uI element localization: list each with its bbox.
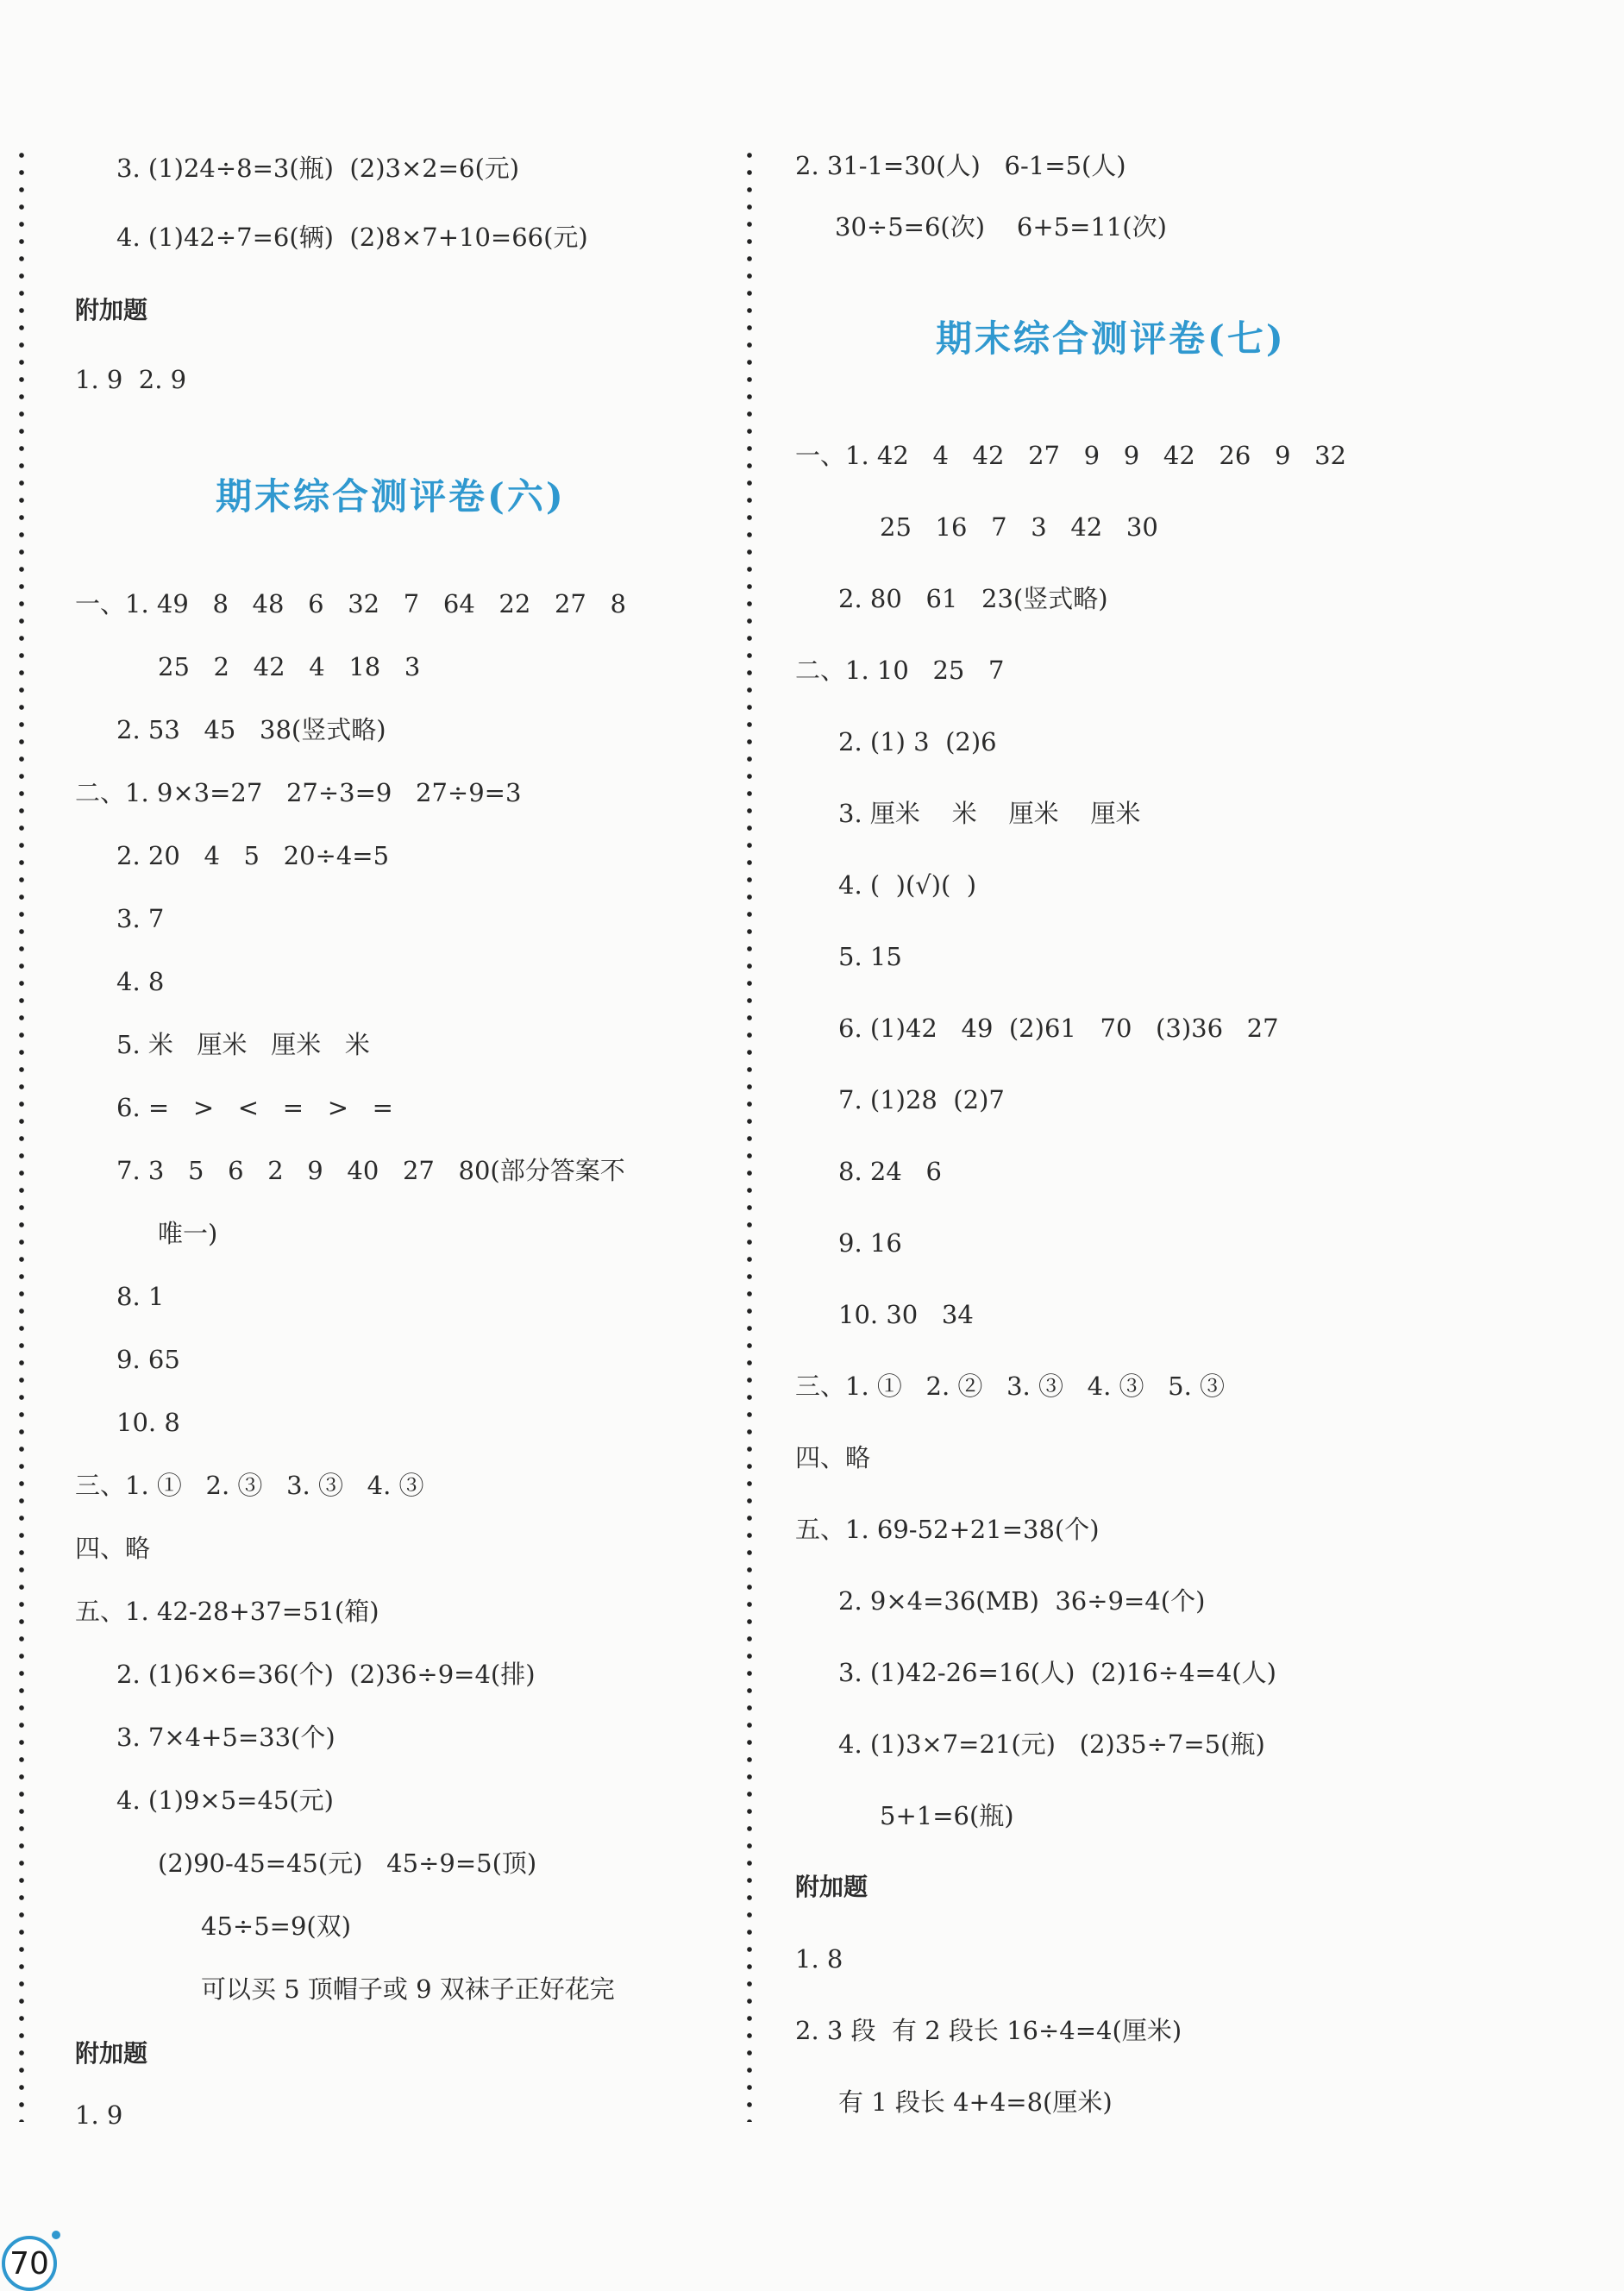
answer-line: 2. 9×4=36(MB) 36÷9=4(个): [838, 1586, 1206, 1616]
answer-line: 30÷5=6(次) 6+5=11(次): [835, 212, 1167, 242]
binding-dots-middle: [747, 147, 752, 2122]
answer-line: 3. (1)24÷8=3(瓶) (2)3×2=6(元): [116, 154, 520, 183]
answer-line: 5+1=6(瓶): [880, 1801, 1014, 1830]
answer-line: 3. 7: [116, 904, 165, 933]
answer-line: 2. (1) 3 (2)6: [838, 727, 997, 756]
answer-line: 3. 厘米 米 厘米 厘米: [838, 799, 1141, 828]
answer-line: 二、1. 9×3=27 27÷3=9 27÷9=3: [75, 778, 522, 807]
answer-line: 8. 1: [116, 1282, 165, 1311]
answer-line: 5. 15: [838, 942, 902, 971]
answer-line: 三、1. ① 2. ③ 3. ③ 4. ③: [75, 1471, 424, 1500]
answer-line: 一、1. 42 4 42 27 9 9 42 26 9 32: [795, 441, 1346, 470]
answer-line: 二、1. 10 25 7: [795, 656, 1005, 685]
answer-line: 2. 80 61 23(竖式略): [838, 584, 1108, 613]
section-heading: 附加题: [75, 296, 148, 324]
answer-line: 25 2 42 4 18 3: [158, 652, 421, 681]
answer-line: 2. 53 45 38(竖式略): [116, 715, 386, 744]
answer-line: 4. 8: [116, 967, 165, 996]
answer-line: 10. 30 34: [838, 1300, 974, 1329]
answer-line: 2. 3 段 有 2 段长 16÷4=4(厘米): [795, 2016, 1182, 2045]
answer-line: 1. 8: [795, 1944, 843, 1974]
answer-line: 25 16 7 3 42 30: [880, 512, 1158, 542]
answer-line: 4. ( )(√)( ): [838, 870, 977, 900]
answer-line: 10. 8: [116, 1408, 180, 1437]
answer-line: 9. 65: [116, 1345, 180, 1374]
answer-line: 7. (1)28 (2)7: [838, 1085, 1005, 1114]
exam-title: 期末综合测评卷(七): [936, 317, 1286, 360]
binding-dots-left: [19, 147, 24, 2122]
section-heading: 附加题: [795, 1873, 868, 1901]
answer-line: 2. 31-1=30(人) 6-1=5(人): [795, 151, 1126, 180]
page-number: 70: [2, 2236, 57, 2291]
answer-line: 45÷5=9(双): [201, 1911, 352, 1941]
answer-line: 6. = > < = > =: [116, 1093, 393, 1122]
answer-line: 1. 9: [75, 2100, 123, 2130]
answer-line: 1. 9 2. 9: [75, 365, 187, 394]
section-heading: 附加题: [75, 2039, 148, 2068]
answer-line: 五、1. 69-52+21=38(个): [795, 1515, 1100, 1544]
answer-line: 9. 16: [838, 1228, 902, 1258]
answer-line: 4. (1)42÷7=6(辆) (2)8×7+10=66(元): [116, 223, 588, 252]
answer-line: 7. 3 5 6 2 9 40 27 80(部分答案不: [116, 1156, 625, 1185]
answer-line: 五、1. 42-28+37=51(箱): [75, 1597, 379, 1626]
answer-line: 5. 米 厘米 厘米 米: [116, 1030, 370, 1059]
answer-line: 8. 24 6: [838, 1157, 942, 1186]
answer-line: 6. (1)42 49 (2)61 70 (3)36 27: [838, 1014, 1279, 1043]
answer-line: 4. (1)3×7=21(元) (2)35÷7=5(瓶): [838, 1729, 1265, 1759]
answer-line: 3. (1)42-26=16(人) (2)16÷4=4(人): [838, 1658, 1276, 1687]
exam-title: 期末综合测评卷(六): [216, 475, 566, 518]
answer-line: 四、略: [795, 1443, 871, 1472]
answer-line: 2. 20 4 5 20÷4=5: [116, 841, 390, 870]
answer-line: 有 1 段长 4+4=8(厘米): [838, 2087, 1113, 2117]
answer-line: 2. (1)6×6=36(个) (2)36÷9=4(排): [116, 1660, 536, 1689]
answer-line: 一、1. 49 8 48 6 32 7 64 22 27 8: [75, 589, 626, 618]
badge-dot-icon: [52, 2231, 60, 2239]
answer-line: 唯一): [158, 1219, 218, 1248]
answer-line: (2)90-45=45(元) 45÷9=5(顶): [158, 1848, 537, 1878]
answer-line: 四、略: [75, 1534, 151, 1563]
answer-line: 3. 7×4+5=33(个): [116, 1723, 335, 1752]
answer-line: 三、1. ① 2. ② 3. ③ 4. ③ 5. ③: [795, 1371, 1226, 1401]
answer-line: 可以买 5 顶帽子或 9 双袜子正好花完: [201, 1974, 615, 2004]
answer-line: 4. (1)9×5=45(元): [116, 1786, 334, 1815]
